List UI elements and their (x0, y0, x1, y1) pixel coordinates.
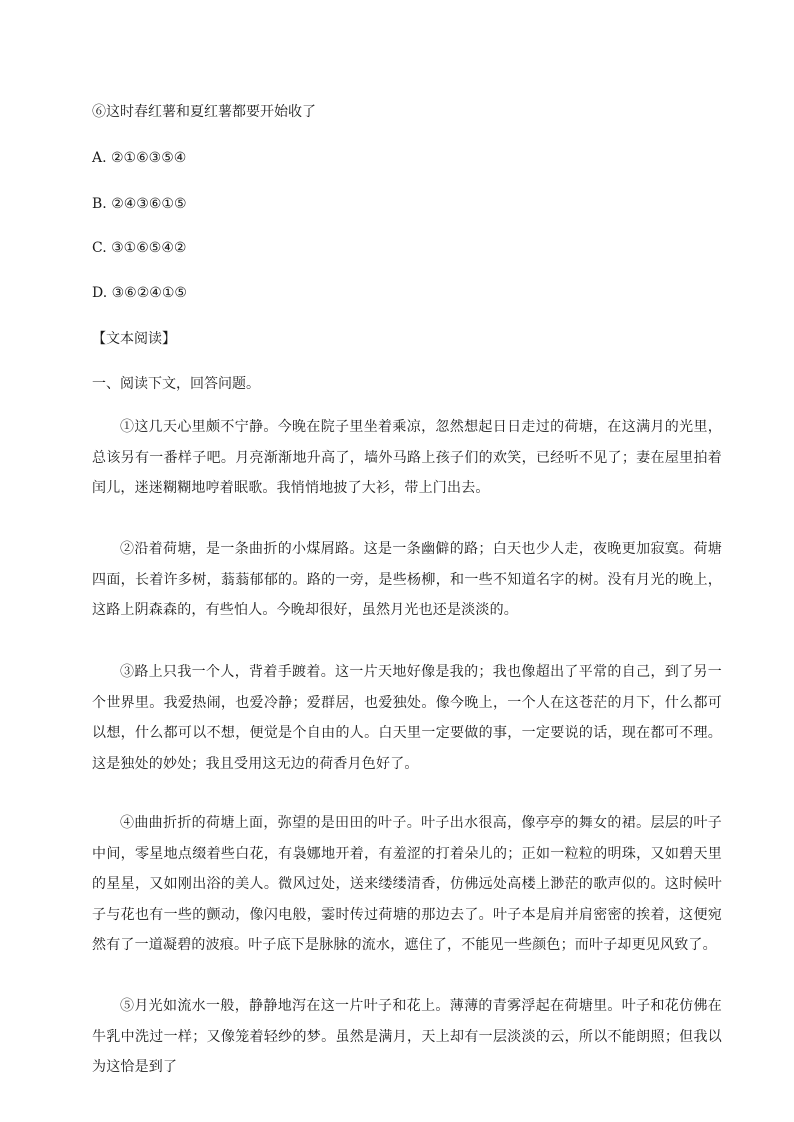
section-heading: 【文本阅读】 (92, 331, 176, 347)
reading-paragraph-1: ①这几天心里颇不宁静。今晚在院子里坐着乘凉，忽然想起日日走过的荷塘，在这满月的光里，总该另有一番样子吧。月亮渐渐地升高了，墙外马路上孩子们的欢笑，已经听不见了；妻在屋里拍着闰儿，迷迷糊糊地哼着眠歌。我悄悄地披了大衫，带上门出去。 (92, 419, 722, 496)
reading-paragraph-2: ②沿着荷塘，是一条曲折的小煤屑路。这是一条幽僻的路；白天也少人走，夜晚更加寂寞。荷塘四面，长着许多树，蓊蓊郁郁的。路的一旁，是些杨柳，和一些不知道名字的树。没有月光的晚上，这路上阴森森的，有些怕人。今晚却很好，虽然月光也还是淡淡的。 (92, 541, 722, 618)
question-intro: 一、阅读下文，回答问题。 (92, 376, 260, 392)
option-item-6: ⑥这时春红薯和夏红薯都要开始收了 (92, 104, 316, 120)
answer-option-a: A. ②①⑥③⑤④ (92, 150, 187, 166)
answer-option-b: B. ②④③⑥①⑤ (92, 196, 187, 212)
answer-option-d: D. ③⑥②④①⑤ (92, 285, 187, 301)
answer-option-c: C. ③①⑥⑤④② (92, 240, 187, 256)
reading-paragraph-5: ⑤月光如流水一般，静静地泻在这一片叶子和花上。薄薄的青雾浮起在荷塘里。叶子和花仿佛在牛乳中洗过一样；又像笼着轻纱的梦。虽然是满月，天上却有一层淡淡的云，所以不能朗照；但我以为这恰是到了 (92, 998, 722, 1075)
reading-paragraph-3: ③路上只我一个人，背着手踱着。这一片天地好像是我的；我也像超出了平常的自己，到了另一个世界里。我爱热闹，也爱冷静；爱群居，也爱独处。像今晚上，一个人在这苍茫的月下，什么都可以想，什么都可以不想，便觉是个自由的人。白天里一定要做的事，一定要说的话，现在都可不理。这是独处的妙处；我且受用这无边的荷香月色好了。 (92, 664, 722, 772)
reading-paragraph-4: ④曲曲折折的荷塘上面，弥望的是田田的叶子。叶子出水很高，像亭亭的舞女的裙。层层的叶子中间，零星地点缀着些白花，有袅娜地开着，有羞涩的打着朵儿的；正如一粒粒的明珠，又如碧天里的星星，又如刚出浴的美人。微风过处，送来缕缕清香，仿佛远处高楼上渺茫的歌声似的。这时候叶子与花也有一些的颤动，像闪电般，霎时传过荷塘的那边去了。叶子本是肩并肩密密的挨着，这便宛然有了一道凝碧的波痕。叶子底下是脉脉的流水，遮住了，不能见一些颜色；而叶子却更见风致了。 (92, 815, 722, 953)
